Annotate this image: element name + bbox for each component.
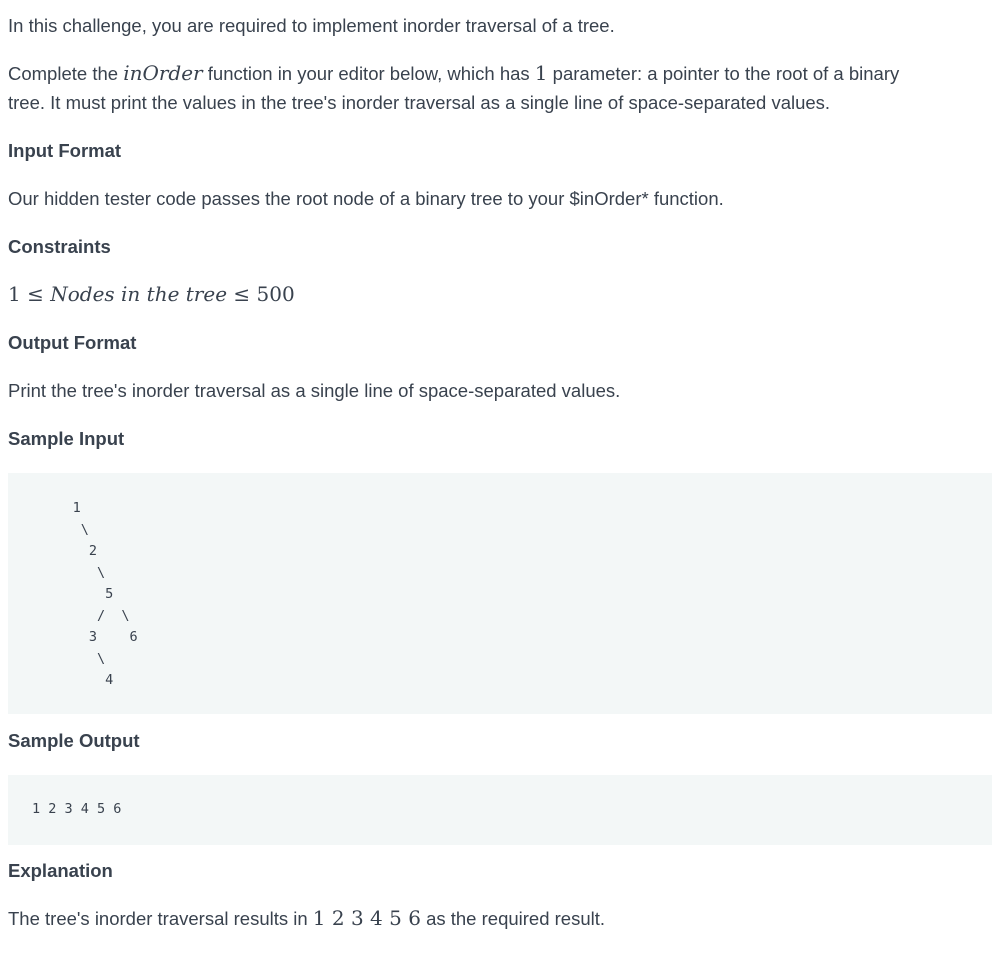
explanation-suffix: as the required result.	[420, 908, 606, 929]
output-format-heading: Output Format	[8, 332, 137, 353]
constraints-heading: Constraints	[8, 236, 111, 257]
sample-output-heading: Sample Output	[8, 730, 140, 751]
intro-text: In this challenge, you are required to implement inorder traversal of a tree.	[8, 15, 615, 36]
task-prefix: Complete the	[8, 63, 124, 84]
input-format-heading: Input Format	[8, 140, 122, 161]
constraint-low: 1	[8, 282, 21, 306]
explanation-result: 1 2 3 4 5 6	[312, 906, 421, 930]
sample-input-heading: Sample Input	[8, 428, 125, 449]
sample-output-code-block	[8, 775, 992, 845]
sample-output-code: 1 2 3 4 5 6	[32, 801, 122, 817]
task-middle: function in your editor below, which has	[202, 63, 535, 84]
explanation-text	[8, 904, 605, 933]
sample-input-code-block	[8, 473, 992, 714]
constraint-high: 500	[256, 282, 295, 306]
sample-input-code: 1 \ 2 \ 5 / \ 3 6 \ 4	[72, 500, 138, 688]
output-format-text: Print the tree's inorder traversal as a single line of space-separated values.	[8, 380, 621, 401]
task-line2: tree. It must print the values in the tree's inorder traversal as a single line of space-separated values.	[8, 92, 831, 113]
input-format-text: Our hidden tester code passes the root node of a binary tree to your $inOrder* function.	[8, 188, 724, 209]
param-count: 1	[534, 61, 548, 85]
task-suffix: parameter: a pointer to the root of a binary	[547, 63, 900, 84]
task-description	[8, 59, 998, 117]
constraint-variable: Nodes in the tree	[50, 282, 228, 306]
constraint-le-2: ≤	[227, 282, 257, 306]
func-name: inOrder	[123, 61, 203, 85]
explanation-prefix: The tree's inorder traversal results in	[8, 908, 313, 929]
constraints-formula	[8, 280, 295, 309]
explanation-heading: Explanation	[8, 860, 113, 881]
constraint-le-1: ≤	[20, 282, 51, 306]
